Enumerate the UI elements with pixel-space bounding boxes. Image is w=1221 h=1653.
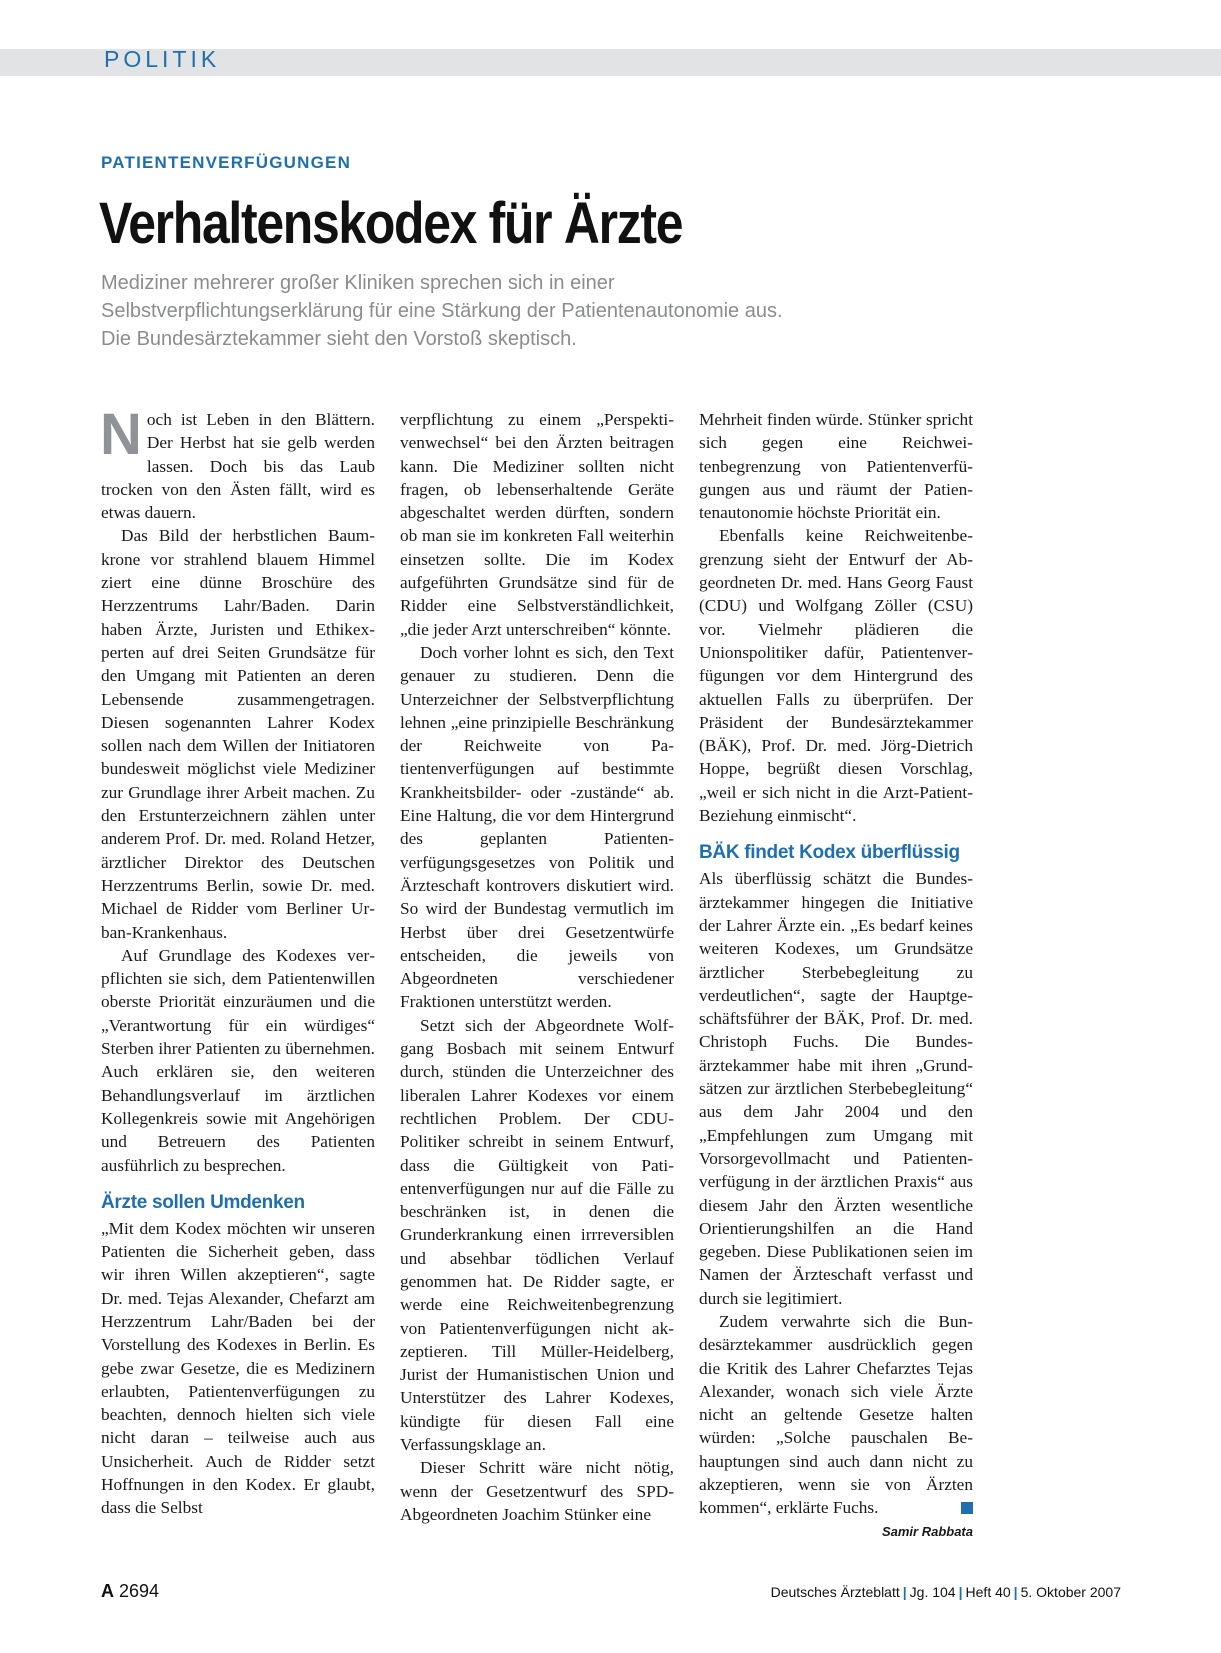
paragraph-text: Zudem verwahrte sich die Bundesärztekammer ausdrücklich gegen die Kritik des Lahrer Chefarztes Tejas Alexander, wonach sich viele Ärzte nicht an geltende Gesetze halten würden: „Solche pauschalen Behauptungen sind auch dann nicht zu akzeptieren, wenn sie von Ärzten kommen“, erklärte Fuchs.: [699, 1311, 973, 1518]
paragraph: Dieser Schritt wäre nicht nötig, wenn der Gesetzentwurf des SPD-Abgeordneten Joachim Stünker eine: [400, 1458, 674, 1524]
divider: |: [1013, 1584, 1018, 1600]
divider: |: [958, 1584, 963, 1600]
standfirst: [101, 269, 1001, 353]
paragraph: Das Bild der herbstlichen Baumkrone vor strahlend blauem Himmel ziert eine dünne Broschüre des Herzzentrums Lahr/Baden. Darin haben Ärzte, Juristen und Ethikexperten auf drei Seiten Grundsätze für den Umgang mit Patienten an deren Lebensende zusammengetragen. Diesen sogenannten Lahrer Kodex sollen nach dem Willen der Initiatoren bundesweit möglichst viele Mediziner zur Grundlage ihrer Arbeit machen. Zu den Erstunterzeichnern zählen unter anderem Prof. Dr. med. Roland Hetzer, ärztlicher Direktor des Deutschen Herzzentrums Berlin, sowie Dr. med. Michael de Ridder vom Berliner Urban-Krankenhaus.: [101, 526, 375, 942]
paragraph: verpflichtung zu einem „Perspektivenwechsel“ bei den Ärzten beitragen kann. Die Mediziner sollten nicht fragen, ob lebenserhaltende Geräte abgeschaltet werden dürften, sondern ob man sie im konkreten Fall weiterhin einsetzen sollte. Die im Kodex aufgeführten Grundsätze sind für de Ridder eine Selbstverständlichkeit, „die jeder Arzt unterschreiben“ könnte.: [400, 410, 674, 639]
journal-date: 5. Oktober 2007: [1020, 1584, 1121, 1600]
journal-issue: Heft 40: [965, 1584, 1011, 1600]
folio-number: 2694: [119, 1581, 160, 1601]
standfirst-line: Selbstverpflichtungserklärung für eine Stärkung der Patientenautonomie aus.: [101, 300, 783, 322]
journal-name: Deutsches Ärzteblatt: [770, 1584, 900, 1600]
article-column-2: [400, 408, 674, 1526]
paragraph: „Mit dem Kodex möchten wir unseren Patienten die Sicherheit geben, dass wir ihren Willen akzeptieren“, sagte Dr. med. Tejas Alexander, Chefarzt am Herzzentrum Lahr/Baden bei der Vorstellung des Kodexes in Berlin. Es gebe zwar Gesetze, die es Medizinern erlaubten, Patientenverfügungen zu beachten, dennoch hielten sich viele nicht daran – teilweise auch aus Unsicherheit. Auch de Ridder setzt Hoffnungen in den Kodex. Er glaubt, dass die Selbst: [101, 1218, 375, 1518]
page-number: [101, 1581, 159, 1602]
standfirst-line: Mediziner mehrerer großer Kliniken sprechen sich in einer: [101, 272, 615, 294]
paragraph: [699, 1310, 973, 1520]
paragraph: Ebenfalls keine Reichweitenbegrenzung sieht der Entwurf der Abgeordneten Dr. med. Hans Georg Faust (CDU) und Wolfgang Zöller (CSU) vor. Vielmehr plädieren die Unionspolitiker dafür, Patientenverfügungen vor dem Hintergrund des aktuellen Falls zu überprüfen. Der Präsident der Bundesärztekammer (BÄK), Prof. Dr. med. Jörg-Dietrich Hoppe, begrüßt diesen Vorschlag, „weil er sich nicht in die Arzt-Patient-Beziehung einmischt“.: [699, 526, 973, 826]
journal-footer: [771, 1584, 1121, 1600]
article-column-1: [100, 402, 375, 1520]
paragraph: Auf Grundlage des Kodexes verpflichten sie sich, dem Patientenwillen oberste Priorität einzuräumen und die „Verantwortung für ein würdiges“ Sterben ihrer Patienten zu übernehmen. Auch erklären sie, den weiteren Behandlungsverlauf im ärztlichen Kollegenkreis sowie mit Angehörigen und Betreuern des Patienten ausführlich zu besprechen.: [101, 945, 375, 1175]
paragraph: Mehrheit finden würde. Stünker spricht sich gegen eine Reichweitenbegrenzung von Patientenverfügungen aus und räumt der Patientenautonomie höchste Priorität ein.: [699, 410, 973, 523]
subheading: BÄK findet Kodex überflüssig: [699, 842, 960, 864]
drop-cap: N: [100, 402, 142, 467]
paragraph-text: och ist Leben in den Blättern. Der Herbst hat sie gelb werden lassen. Doch bis das Laub trocken von den Ästen fällt, wird es etwas dauern.: [101, 410, 375, 523]
paragraph: Doch vorher lohnt es sich, den Text genauer zu studieren. Denn die Unterzeichner der Selbstverpflichtung lehnen „eine prinzipielle Beschränkung der Reichweite von Patientenverfügungen auf bestimmte Krankheitsbilder- oder -zustände“ ab. Eine Haltung, die vor dem Hintergrund des geplanten Patientenverfügungsgesetzes von Politik und Ärzteschaft kontrovers diskutiert wird. So wird der Bundestag vermutlich im Herbst über drei Gesetzentwürfe entscheiden, die jeweils von Abgeordneten verschiedener Fraktionen unterstützt werden.: [400, 642, 674, 1012]
folio-prefix: A: [101, 1581, 114, 1601]
paragraph: Setzt sich der Abgeordnete Wolfgang Bosbach mit seinem Entwurf durch, stünden die Unterzeichner des liberalen Lahrer Kodexes vor einem rechtlichen Problem. Der CDU-Politiker schreibt in seinem Entwurf, dass die Gültigkeit von Patientenverfügungen nur auf die Fälle zu beschränken ist, in denen die Grunderkrankung einen irrreversiblen und absehbar tödlichen Verlauf genommen hat. De Ridder sagte, er werde eine Reichweitenbegrenzung von Patientenverfügungen nicht akzeptieren. Till Müller-Heidelberg, Jurist der Humanistischen Union und Unterstützer des Lahrer Kodexes, kündigte für diesen Fall eine Verfassungsklage an.: [400, 1015, 674, 1455]
journal-volume: Jg. 104: [909, 1584, 956, 1600]
kicker: PATIENTENVERFÜGUNGEN: [101, 153, 352, 172]
paragraph: Als überflüssig schätzt die Bundesärztekammer hingegen die Initiative der Lahrer Ärzte ein. „Es bedarf keines weiteren Kodexes, um Grundsätze ärztlicher Sterbebegleitung zu verdeutlichen“, sagte der Hauptgeschäftsführer der BÄK, Prof. Dr. med. Christoph Fuchs. Die Bundesärztekammer habe mit ihren „Grundsätzen zur ärztlichen Sterbebegleitung“ aus dem Jahr 2004 und den „Empfehlungen zum Umgang mit Vorsorgevollmacht und Patientenverfügung in der ärztlichen Praxis“ aus diesem Jahr den Ärzten wesentliche Orientierungshilfen an die Hand gegeben. Diese Publikationen seien im Namen der Ärzteschaft verfasst und durch sie legitimiert.: [699, 869, 973, 1308]
paragraph: [100, 402, 375, 524]
article-column-3: [699, 408, 973, 1542]
headline: Verhaltenskodex für Ärzte: [99, 191, 683, 256]
standfirst-line: Die Bundesärztekammer sieht den Vorstoß skeptisch.: [101, 328, 577, 350]
end-mark-icon: [961, 1502, 973, 1514]
section-label: POLITIK: [104, 46, 221, 72]
author-byline: Samir Rabbata: [881, 1523, 973, 1539]
divider: |: [902, 1584, 907, 1600]
subheading: Ärzte sollen Umdenken: [101, 1191, 305, 1213]
